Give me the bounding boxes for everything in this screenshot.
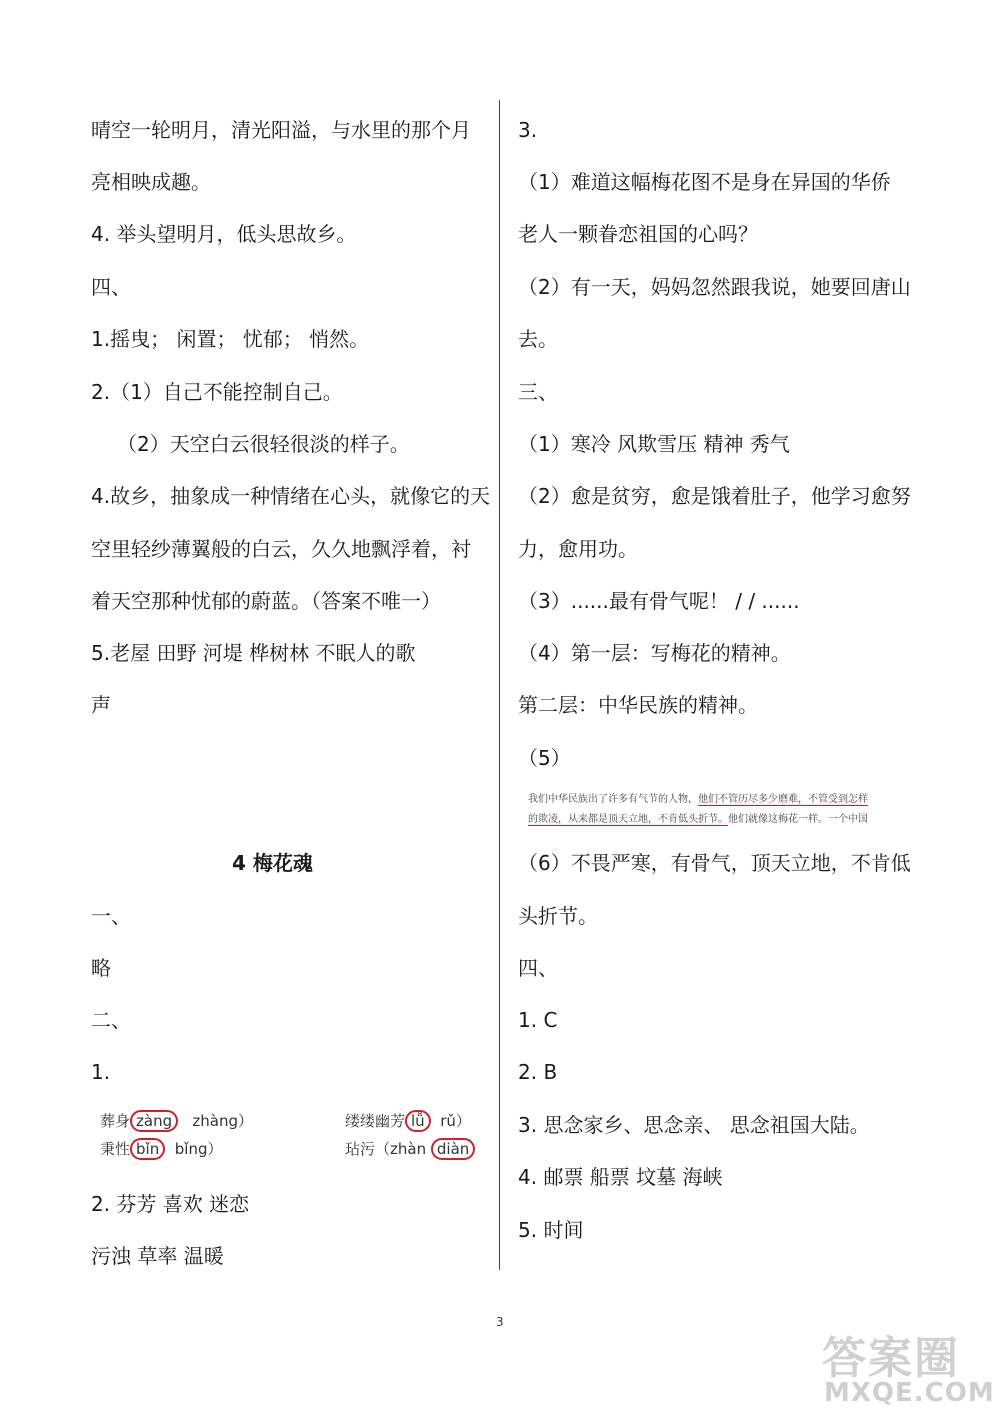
- pinyin-word: 玷污（zhàn: [345, 1140, 427, 1158]
- text-line: （4）第一层：写梅花的精神。: [518, 641, 791, 665]
- circled-answer: bǐn: [130, 1138, 165, 1160]
- text-line: 声: [91, 693, 111, 717]
- pinyin-word: 秉性: [100, 1140, 131, 1158]
- pinyin-item: [345, 1138, 475, 1160]
- circled-answer: diàn: [431, 1138, 475, 1160]
- text-line: （6）不畏严寒，有骨气，顶天立地，不肯低: [518, 851, 911, 875]
- watermark-logo: [822, 1318, 1000, 1414]
- scan-text: 他们就像这梅花一样。一个中国: [728, 814, 868, 825]
- section-heading: 四、: [91, 275, 131, 299]
- scan-text: 我们中华民族出了许多有气节的人物，: [528, 794, 698, 805]
- text-line: 力，愈用功。: [518, 537, 638, 561]
- text-line: （1）难道这幅梅花图不是身在异国的华侨: [518, 170, 891, 194]
- section-heading: 二、: [91, 1008, 131, 1032]
- text-line: 3. 思念家乡、思念亲、 思念祖国大陆。: [518, 1113, 870, 1137]
- lesson-title: 4 梅花魂: [232, 851, 313, 875]
- text-line: （5）: [518, 746, 571, 770]
- text-line: （2）有一天，妈妈忽然跟我说，她要回唐山: [518, 275, 911, 299]
- scanned-excerpt: [528, 790, 908, 830]
- circled-answer: zàng: [130, 1110, 178, 1132]
- section-heading: 三、: [518, 380, 558, 404]
- text-line: 5.老屋 田野 河堤 桦树林 不眠人的歌: [91, 641, 416, 665]
- text-line: 着天空那种忧郁的蔚蓝。（答案不唯一）: [91, 589, 441, 613]
- pinyin-word: 缕缕幽芳: [345, 1112, 406, 1130]
- text-line: 头折节。: [518, 904, 598, 928]
- pinyin-option: rǔ）: [440, 1112, 471, 1130]
- text-line: 略: [91, 956, 111, 980]
- pinyin-option: zhàng）: [192, 1112, 254, 1130]
- text-line: 1. C: [518, 1008, 558, 1032]
- text-line: 去。: [518, 327, 558, 351]
- watermark-url: MXQE.COM: [824, 1378, 995, 1408]
- text-line: 2. 芬芳 喜欢 迷恋: [91, 1192, 250, 1216]
- text-line: 4. 举头望明月，低头思故乡。: [91, 222, 357, 246]
- column-divider: [499, 100, 500, 1270]
- text-line: 亮相映成趣。: [91, 170, 211, 194]
- underlined-text: 他们不管历尽多少磨难，不管受到怎样: [698, 794, 868, 805]
- text-line: 污浊 草率 温暖: [91, 1244, 224, 1268]
- text-line: （3）......最有骨气呢！ / / ......: [518, 589, 800, 613]
- page-number: 3: [496, 1315, 504, 1329]
- scan-line: [528, 810, 908, 830]
- text-line: 5. 时间: [518, 1218, 584, 1242]
- text-line: （2）天空白云很轻很淡的样子。: [117, 432, 410, 456]
- text-line: 空里轻纱薄翼般的白云，久久地飘浮着，衬: [91, 537, 471, 561]
- pinyin-item: [100, 1138, 222, 1160]
- text-line: 4. 邮票 船票 坟墓 海峡: [518, 1165, 723, 1189]
- text-line: 1.: [91, 1060, 111, 1084]
- text-line: 老人一颗眷恋祖国的心吗？: [518, 222, 758, 246]
- text-line: 2.（1）自己不能控制自己。: [91, 380, 343, 404]
- pinyin-item: [345, 1110, 471, 1132]
- text-line: 第二层：中华民族的精神。: [518, 693, 758, 717]
- pinyin-option: bǐng）: [174, 1140, 223, 1158]
- section-heading: 四、: [518, 956, 558, 980]
- section-heading: 一、: [91, 904, 131, 928]
- pinyin-word: 葬身: [100, 1112, 131, 1130]
- text-line: （1）寒冷 风欺雪压 精神 秀气: [518, 432, 790, 456]
- watermark-cn: 答案圈: [822, 1333, 960, 1384]
- scan-line: [528, 790, 908, 810]
- pinyin-item: [100, 1110, 253, 1132]
- text-line: 4.故乡，抽象成一种情绪在心头，就像它的天: [91, 484, 491, 508]
- circled-answer: lǚ: [405, 1110, 431, 1132]
- text-line: 2. B: [518, 1060, 558, 1084]
- text-line: 晴空一轮明月，清光阳溢，与水里的那个月: [91, 118, 471, 142]
- section-heading: 3.: [518, 118, 538, 142]
- underlined-text: 的欺凌，从来都是顶天立地，不肯低头折节。: [528, 814, 728, 825]
- text-line: （2）愈是贫穷，愈是饿着肚子，他学习愈努: [518, 484, 911, 508]
- text-line: 1.摇曳； 闲置； 忧郁； 悄然。: [91, 327, 370, 351]
